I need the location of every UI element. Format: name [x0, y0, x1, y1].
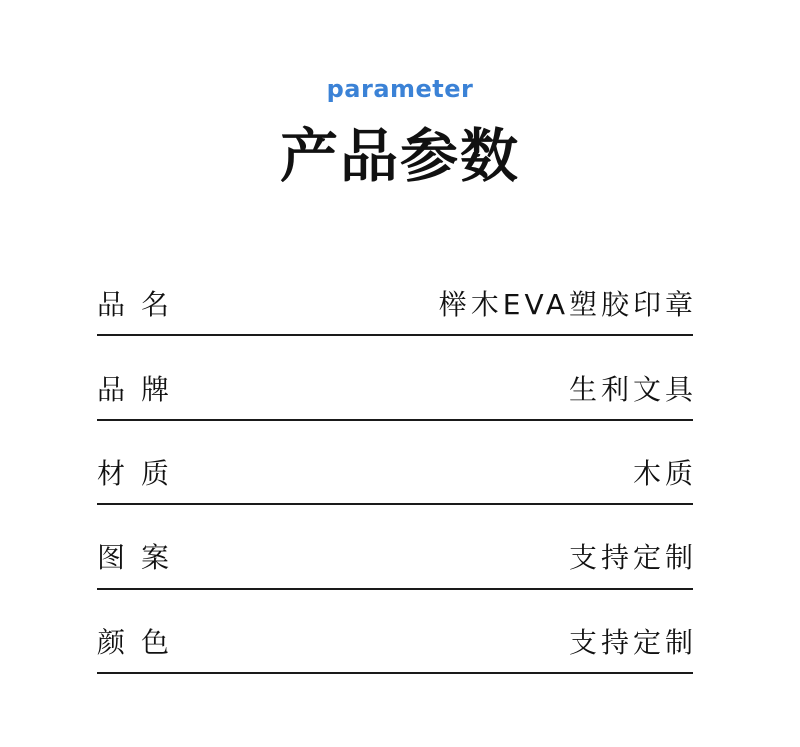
table-row: [97, 252, 697, 336]
param-value-color: 支持定制: [568, 625, 697, 659]
page-title: 产品参数: [279, 122, 520, 190]
param-label-material: 材质: [97, 456, 186, 490]
param-label-name: 品名: [97, 288, 186, 322]
param-label-pattern: 图案: [97, 541, 186, 575]
table-row: [97, 421, 697, 505]
param-value-material: 木质: [632, 456, 697, 490]
table-row: [97, 505, 697, 589]
page-subtitle: parameter: [326, 75, 474, 103]
param-label-brand: 品牌: [97, 372, 186, 406]
param-value-pattern: 支持定制: [568, 541, 697, 575]
param-value-brand: 生利文具: [568, 372, 697, 406]
param-value-name: 榉木EVA塑胶印章: [438, 288, 697, 322]
table-row: [97, 336, 697, 420]
table-row: [97, 590, 697, 674]
parameter-table: [97, 252, 697, 674]
param-label-color: 颜色: [97, 625, 186, 659]
